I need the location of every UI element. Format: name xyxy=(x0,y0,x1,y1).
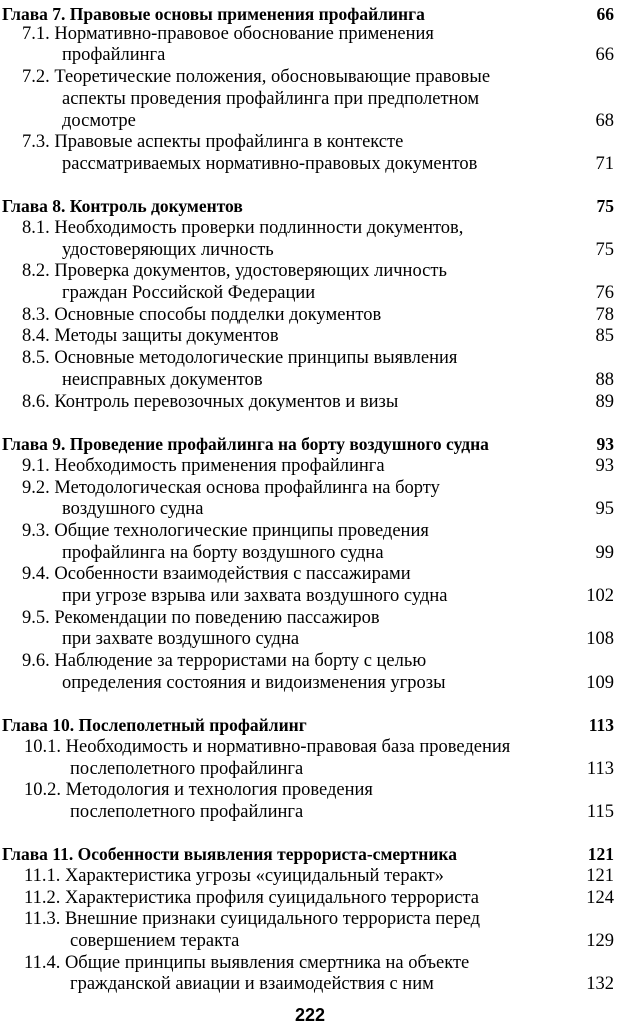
toc-entry xyxy=(0,346,620,370)
toc-entry-page: 108 xyxy=(586,629,614,649)
toc-entry-page: 66 xyxy=(596,4,614,24)
toc-entry-title: Глава 8. Контроль документов xyxy=(2,196,243,216)
toc-entry-title: Глава 7. Правовые основы применения профайлинга xyxy=(2,4,425,24)
toc-entry xyxy=(0,368,620,392)
toc-entry-title: 8.3. Основные способы подделки документов xyxy=(22,305,382,325)
toc-entry xyxy=(0,87,620,111)
toc-entry-page: 66 xyxy=(595,45,614,65)
toc-entry-page: 68 xyxy=(595,111,614,131)
toc-entry-title: послеполетного профайлинга xyxy=(70,759,304,779)
toc-entry xyxy=(0,864,620,888)
toc-entry-title: рассматриваемых нормативно-правовых документов xyxy=(62,154,478,174)
toc-entry-title: 7.3. Правовые аспекты профайлинга в контексте xyxy=(22,132,404,152)
toc-chapter-heading xyxy=(0,432,620,456)
toc-entry xyxy=(0,584,620,608)
toc-entry-page: 121 xyxy=(587,844,614,864)
toc-entry xyxy=(0,281,620,305)
toc-entry-page: 124 xyxy=(586,888,614,908)
toc-entry xyxy=(0,454,620,478)
toc-chapter-heading xyxy=(0,842,620,866)
toc-chapter-heading xyxy=(0,194,620,218)
toc-entry-page: 78 xyxy=(595,305,614,325)
toc-entry xyxy=(0,671,620,695)
toc-entry-page: 132 xyxy=(586,974,614,994)
toc-entry-page: 76 xyxy=(595,283,614,303)
toc-entry xyxy=(0,649,620,673)
toc-entry-title: граждан Российской Федерации xyxy=(62,283,316,303)
toc-entry-page: 102 xyxy=(586,586,614,606)
toc-entry-page: 71 xyxy=(595,154,614,174)
toc-entry-title: 9.4. Особенности взаимодействия с пассажирами xyxy=(22,564,411,584)
toc-entry-page: 109 xyxy=(586,673,614,693)
toc-entry-title: Глава 11. Особенности выявления террориста-смертника xyxy=(2,844,457,864)
toc-entry xyxy=(0,390,620,414)
toc-entry-page: 75 xyxy=(596,196,614,216)
toc-entry-title: совершением теракта xyxy=(70,931,240,951)
toc-entry-title: 10.2. Методология и технология проведения xyxy=(24,780,373,800)
toc-entry xyxy=(0,907,620,931)
toc-entry xyxy=(0,216,620,240)
toc-entry xyxy=(0,497,620,521)
toc-entry-title: 11.1. Характеристика угрозы «суицидальный теракт» xyxy=(24,866,444,886)
toc-entry-title: 8.1. Необходимость проверки подлинности документов, xyxy=(22,218,464,238)
toc-entry-page: 85 xyxy=(595,326,614,346)
toc-entry-title: гражданской авиации и взаимодействия с ним xyxy=(70,974,434,994)
toc-entry-title: Глава 9. Проведение профайлинга на борту воздушного судна xyxy=(2,434,489,454)
toc-entry xyxy=(0,519,620,543)
page-number: 222 xyxy=(294,1005,326,1025)
toc-entry-title: 11.3. Внешние признаки суицидального террориста перед xyxy=(24,909,481,929)
toc-entry-page: 93 xyxy=(595,456,614,476)
toc-entry-title: воздушного судна xyxy=(62,499,204,519)
toc-entry xyxy=(0,972,620,996)
toc-entry-title: досмотре xyxy=(62,111,136,131)
toc-entry-title: при захвате воздушного судна xyxy=(62,629,300,649)
toc-chapter-heading xyxy=(0,713,620,737)
toc-entry-title: 7.2. Теоретические положения, обосновывающие правовые xyxy=(22,67,491,87)
toc-entry-title: 11.2. Характеристика профиля суицидального террориста xyxy=(24,888,480,908)
toc-entry-title: профайлинга на борту воздушного судна xyxy=(62,543,384,563)
toc-entry-title: неисправных документов xyxy=(62,370,263,390)
toc-entry-title: удостоверяющих личность xyxy=(62,240,274,260)
toc-entry-page: 95 xyxy=(595,499,614,519)
toc-entry-title: 7.1. Нормативно-правовое обоснование применения xyxy=(22,24,434,44)
toc-entry-page: 129 xyxy=(586,931,614,951)
toc-entry-title: при угрозе взрыва или захвата воздушного судна xyxy=(62,586,448,606)
toc-entry-title: аспекты проведения профайлинга при предполетном xyxy=(62,89,480,109)
toc-entry-title: 9.3. Общие технологические принципы проведения xyxy=(22,521,429,541)
toc-entry-title: Глава 10. Послеполетный профайлинг xyxy=(2,715,307,735)
toc-entry xyxy=(0,562,620,586)
toc-entry xyxy=(0,43,620,67)
toc-entry xyxy=(0,152,620,176)
toc-entry-page: 75 xyxy=(595,240,614,260)
toc-entry-page: 99 xyxy=(595,543,614,563)
toc-entry-title: 9.1. Необходимость применения профайлинга xyxy=(22,456,385,476)
toc-entry-page: 88 xyxy=(595,370,614,390)
toc-entry-page: 113 xyxy=(588,715,614,735)
toc-entry-title: 8.4. Методы защиты документов xyxy=(22,326,279,346)
toc-entry xyxy=(0,627,620,651)
toc-entry-title: 10.1. Необходимость и нормативно-правовая база проведения xyxy=(24,737,511,757)
toc-entry-title: послеполетного профайлинга xyxy=(70,802,304,822)
toc-entry-page: 89 xyxy=(595,392,614,412)
toc-entry-title: 8.2. Проверка документов, удостоверяющих личность xyxy=(22,261,447,281)
toc-entry xyxy=(0,259,620,283)
toc-entry-title: 8.5. Основные методологические принципы выявления xyxy=(22,348,458,368)
toc-entry-title: определения состояния и видоизменения угрозы xyxy=(62,673,446,693)
toc-entry-title: 9.5. Рекомендации по поведению пассажиров xyxy=(22,608,380,628)
toc-entry xyxy=(0,778,620,802)
toc-entry-page: 93 xyxy=(596,434,614,454)
toc-entry-title: профайлинга xyxy=(62,45,166,65)
toc-entry xyxy=(0,324,620,348)
toc-entry-page: 113 xyxy=(586,759,614,779)
toc-entry-title: 9.6. Наблюдение за террористами на борту с целью xyxy=(22,651,427,671)
toc-entry xyxy=(0,929,620,953)
toc-entry-title: 9.2. Методологическая основа профайлинга на борту xyxy=(22,478,440,498)
toc-entry xyxy=(0,65,620,89)
toc-entry-page: 121 xyxy=(586,866,614,886)
toc-entry xyxy=(0,735,620,759)
toc-entry-page: 115 xyxy=(586,802,614,822)
toc-entry xyxy=(0,800,620,824)
toc-entry xyxy=(0,130,620,154)
toc-entry-title: 11.4. Общие принципы выявления смертника на объекте xyxy=(24,953,470,973)
toc-entry-title: 8.6. Контроль перевозочных документов и визы xyxy=(22,392,399,412)
